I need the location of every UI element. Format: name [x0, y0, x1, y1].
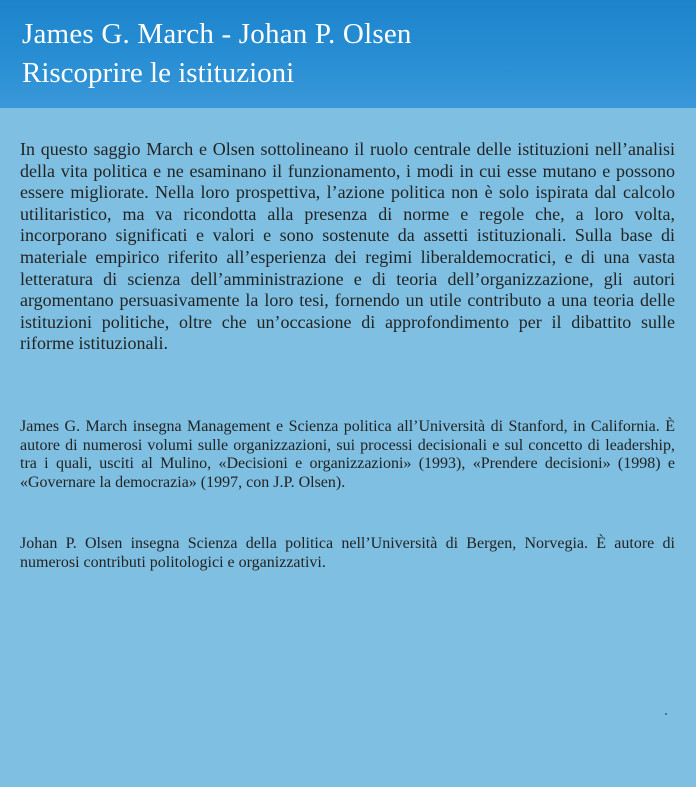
- description-paragraph: In questo saggio March e Olsen sottolineano il ruolo centrale delle istituzioni nell’analisi della vita politica e ne esaminano il funzionamento, i modi in cui esse mutano e possono essere migliorate. Nella loro prospettiva, l’azione politica non è solo ispirata dal calcolo utilitaristico, ma va ricondotta alla presenza di norme e regole che, a loro volta, incorporano significati e valori e sono sostenute da assetti istituzionali. Sulla base di materiale empirico riferito all’esperienza dei regimi liberaldemocratici, e di una vasta letteratura di scienza dell’amministrazione e di teoria dell’organizzazione, gli autori argomentano persuasivamente la loro tesi, fornendo un utile contributo a una teoria delle istituzioni politiche, oltre che un’occasione di approfondimento per il dibattito sulle riforme istituzionali.: [20, 139, 675, 354]
- march-bio-paragraph: James G. March insegna Management e Scienza politica all’Università di Stanford, in California. È autore di numerosi volumi sulle organizzazioni, sui processi decisionali e sul concetto di leadership, tra i quali, usciti al Mulino, «Decisioni e organizzazioni» (1993), «Prendere decisioni» (1998) e «Governare la democrazia» (1997, con J.P. Olsen).: [20, 418, 675, 491]
- book-authors: James G. March - Johan P. Olsen: [22, 18, 412, 50]
- header-band: [0, 0, 696, 108]
- olsen-bio-paragraph: Johan P. Olsen insegna Scienza della politica nell’Università di Bergen, Norvegia. È autore di numerosi contributi politologici e organizzativi.: [20, 535, 675, 571]
- book-title: Riscoprire le istituzioni: [22, 57, 295, 89]
- print-speck: [665, 713, 667, 715]
